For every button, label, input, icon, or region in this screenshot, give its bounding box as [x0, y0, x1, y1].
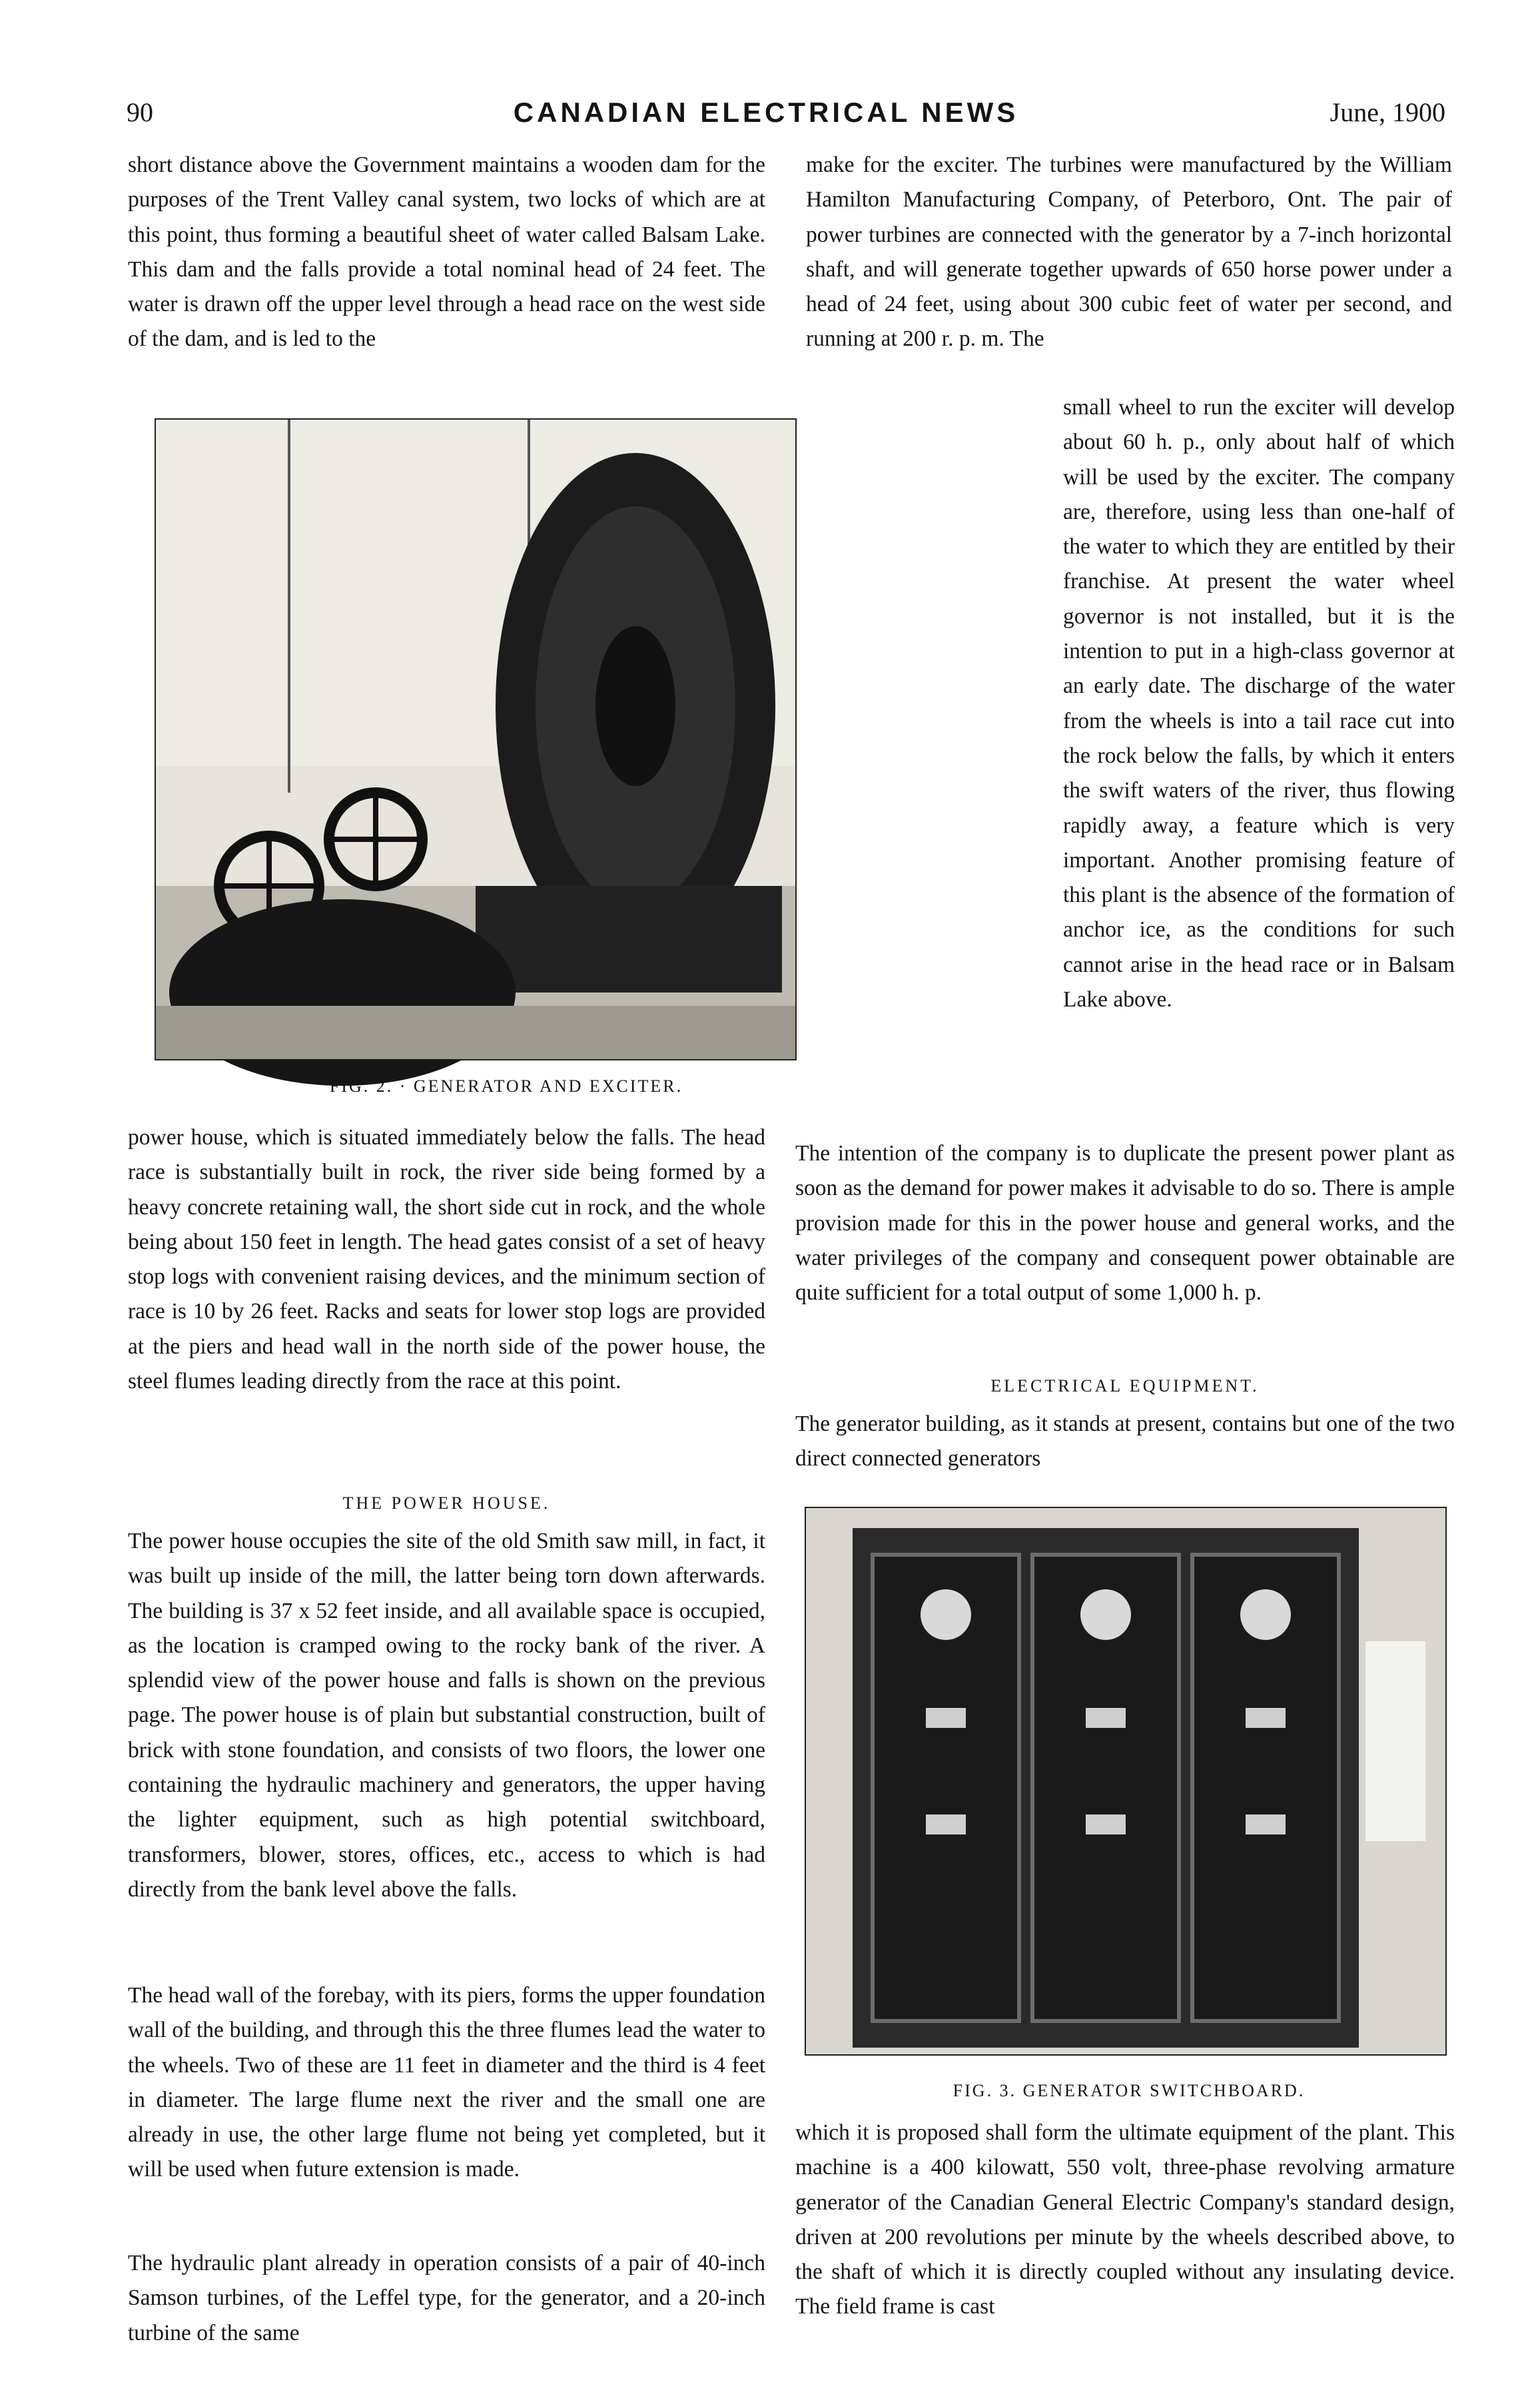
figure-2-caption: FIG. 2. · GENERATOR AND EXCITER. [329, 1076, 683, 1096]
generator-exciter-illustration [156, 420, 795, 1059]
figure-2-photo [155, 418, 797, 1060]
right-paragraph-3: The intention of the company is to duplicate the present power plant as soon as the demand for power makes it advisable to do so. There is ample provision made for this in the power house and general works, and the water privileges of the company and consequent power obtainable are quite sufficient for a total output of some 1,000 h. p. [795, 1141, 1455, 1306]
heading-power-house: THE POWER HOUSE. [342, 1493, 551, 1513]
left-paragraph-1: short distance above the Government maintains a wooden dam for the purposes of the Trent Valley canal system, two locks of which are at this point, thus forming a beautiful sheet of water called Balsam Lake. This dam and the falls provide a total nominal head of 24 feet. The water is drawn off the upper level through a head race on the west side of the dam, and is led to the [128, 153, 765, 352]
figure-3-caption: FIG. 3. GENERATOR SWITCHBOARD. [953, 2081, 1306, 2100]
page-number: 90 [127, 97, 153, 127]
left-paragraph-3: The power house occupies the site of the old Smith saw mill, in fact, it was built up inside of the mill, the latter being torn down afterwards. The building is 37 x 52 feet inside, and all available space is occupied, as the location is cramped owing to the rocky bank of the river. A splendid view of the power house and falls is shown on the previous page. The power house is of plain but substantial construction, built of brick with stone foundation, and consists of two floors, the lower one containing the hydraulic machinery and generators, the upper having the lighter equipment, such as high potential switchboard, transformers, blower, stores, offices, etc., access to which is had directly from the bank level above the falls. [128, 1529, 765, 1902]
figure-3-photo [805, 1507, 1447, 2056]
left-paragraph-5: The hydraulic plant already in operation consists of a pair of 40-inch Samson turbines, of the Leffel type, for the generator, and a 20-inch turbine of the same [128, 2251, 765, 2345]
switchboard-illustration [806, 1508, 1445, 2054]
left-paragraph-4: The head wall of the forebay, with its piers, forms the upper foundation wall of the building, and through this the three flumes lead the water to the wheels. Two of these are 11 feet in diameter and the third is 4 feet in diameter. The large flume next the river and the small one are already in use, the other large flume not being yet completed, but it will be used when future extension is made. [128, 1983, 765, 2182]
heading-electrical-equipment: ELECTRICAL EQUIPMENT. [990, 1376, 1260, 1396]
right-paragraph-4: The generator building, as it stands at present, contains but one of the two direct connected generators [795, 1411, 1455, 1471]
left-paragraph-2: power house, which is situated immediately below the falls. The head race is substantially built in rock, the river side being formed by a heavy concrete retaining wall, the short side cut in rock, and the whole being about 150 feet in length. The head gates consist of a set of heavy stop logs with convenient raising devices, and the minimum section of race is 10 by 26 feet. Racks and seats for lower stop logs are provided at the piers and head wall in the north side of the power house, the steel flumes leading directly from the race at this point. [128, 1125, 765, 1394]
publication-title: CANADIAN ELECTRICAL NEWS [513, 97, 1019, 128]
right-paragraph-5: which it is proposed shall form the ultimate equipment of the plant. This machine is a 400 kilowatt, 550 volt, three-phase revolving armature generator of the Canadian General Electric Company's standard design, driven at 200 revolutions per minute by the wheels described above, to the shaft of which it is directly coupled without any insulating device. The field frame is cast [795, 2120, 1455, 2319]
right-paragraph-1: make for the exciter. The turbines were manufactured by the William Hamilton Manufacturing Company, of Peterboro, Ont. The pair of power turbines are connected with the generator by a 7-inch horizontal shaft, and will generate together upwards of 650 horse power under a head of 24 feet, using about 300 cubic feet of water per second, and running at 200 r. p. m. The [806, 153, 1452, 352]
right-paragraph-2: small wheel to run the exciter will develop about 60 h. p., only about half of which will be used by the exciter. The company are, therefore, using less than one-half of the water to which they are entitled by their franchise. At present the water wheel governor is not installed, but it is the intention to put in a high-class governor at an early date. The discharge of the water from the wheels is into a tail race cut into the rock below the falls, by which it enters the swift waters of the river, thus flowing rapidly away, a feature which is very important. Another promising feature of this plant is the absence of the formation of anchor ice, as the conditions for such cannot arise in the head race or in Balsam Lake above. [1063, 395, 1455, 1012]
issue-date: June, 1900 [1330, 97, 1445, 127]
